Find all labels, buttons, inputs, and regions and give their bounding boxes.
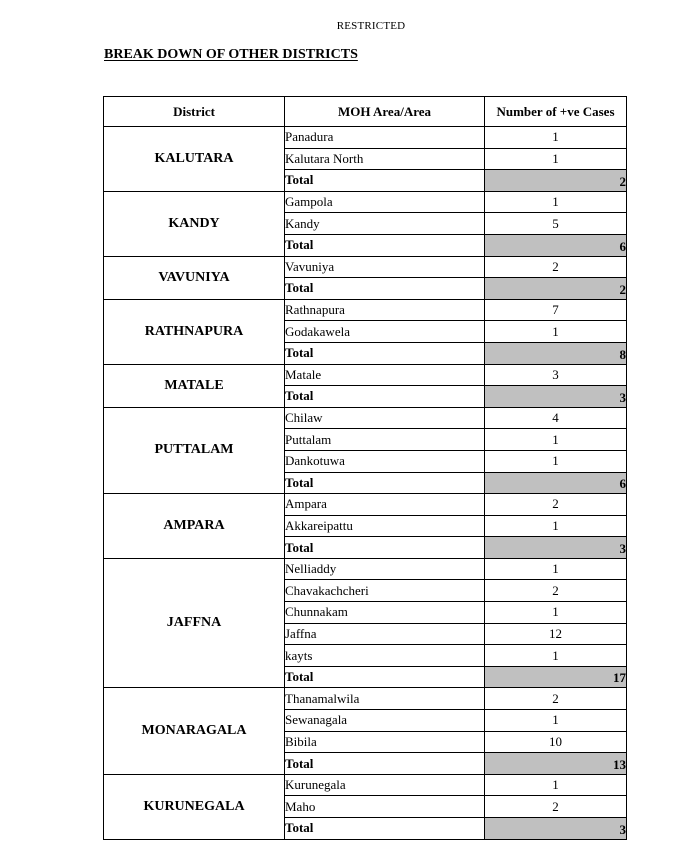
case-count: 1: [485, 774, 627, 796]
total-label: Total: [285, 472, 485, 494]
total-label: Total: [285, 386, 485, 408]
total-label: Total: [285, 666, 485, 688]
moh-area-name: Vavuniya: [285, 256, 485, 278]
classification-label: RESTRICTED: [336, 20, 406, 32]
case-count: 2: [485, 580, 627, 602]
case-count: 2: [485, 796, 627, 818]
table-row: [104, 558, 627, 580]
case-count: 4: [485, 407, 627, 429]
moh-area-name: Matale: [285, 364, 485, 386]
table-header: [104, 97, 627, 127]
case-count: 7: [485, 299, 627, 321]
total-value: 3: [485, 818, 627, 840]
moh-area-name: Chilaw: [285, 407, 485, 429]
moh-area-name: Jaffna: [285, 623, 485, 645]
case-count: 1: [485, 321, 627, 343]
moh-area-name: Thanamalwila: [285, 688, 485, 710]
total-label: Total: [285, 342, 485, 364]
moh-area-name: Godakawela: [285, 321, 485, 343]
case-count: 1: [485, 191, 627, 213]
total-value: 3: [485, 386, 627, 408]
moh-area-name: Dankotuwa: [285, 450, 485, 472]
district-breakdown-table: [103, 96, 627, 840]
total-label: Total: [285, 234, 485, 256]
case-count: 10: [485, 731, 627, 753]
case-count: 2: [485, 688, 627, 710]
case-count: 2: [485, 256, 627, 278]
district-name: RATHNAPURA: [104, 299, 285, 364]
case-count: 1: [485, 450, 627, 472]
district-name: VAVUNIYA: [104, 256, 285, 299]
table-row: [104, 364, 627, 386]
total-value: 8: [485, 342, 627, 364]
district-name: KANDY: [104, 191, 285, 256]
moh-area-name: Sewanagala: [285, 710, 485, 732]
case-count: 5: [485, 213, 627, 235]
case-count: 1: [485, 710, 627, 732]
district-name: PUTTALAM: [104, 407, 285, 493]
table-row: [104, 127, 627, 149]
moh-area-name: kayts: [285, 645, 485, 667]
case-count: 1: [485, 645, 627, 667]
header-moh-area: MOH Area/Area: [285, 97, 485, 127]
moh-area-name: Ampara: [285, 494, 485, 516]
total-label: Total: [285, 537, 485, 559]
total-value: 3: [485, 537, 627, 559]
case-count: 1: [485, 515, 627, 537]
header-row: [104, 97, 627, 127]
moh-area-name: Puttalam: [285, 429, 485, 451]
table-row: [104, 191, 627, 213]
total-label: Total: [285, 278, 485, 300]
table-row: [104, 299, 627, 321]
district-name: MONARAGALA: [104, 688, 285, 774]
moh-area-name: Rathnapura: [285, 299, 485, 321]
header-district: District: [104, 97, 285, 127]
total-value: 6: [485, 472, 627, 494]
district-name: JAFFNA: [104, 558, 285, 688]
district-name: KALUTARA: [104, 127, 285, 192]
total-value: 13: [485, 753, 627, 775]
total-value: 6: [485, 234, 627, 256]
table-row: [104, 494, 627, 516]
page-heading: BREAK DOWN OF OTHER DISTRICTS: [104, 47, 358, 62]
total-label: Total: [285, 753, 485, 775]
case-count: 3: [485, 364, 627, 386]
moh-area-name: Chunnakam: [285, 602, 485, 624]
case-count: 2: [485, 494, 627, 516]
total-label: Total: [285, 818, 485, 840]
header-case-count: Number of +ve Cases: [485, 97, 627, 127]
total-value: 2: [485, 278, 627, 300]
case-count: 1: [485, 558, 627, 580]
moh-area-name: Bibila: [285, 731, 485, 753]
moh-area-name: Maho: [285, 796, 485, 818]
moh-area-name: Gampola: [285, 191, 485, 213]
case-count: 1: [485, 148, 627, 170]
case-count: 1: [485, 127, 627, 149]
moh-area-name: Chavakachcheri: [285, 580, 485, 602]
case-count: 1: [485, 429, 627, 451]
case-count: 1: [485, 602, 627, 624]
moh-area-name: Kurunegala: [285, 774, 485, 796]
total-value: 17: [485, 666, 627, 688]
moh-area-name: Kandy: [285, 213, 485, 235]
table-row: [104, 774, 627, 796]
total-value: 2: [485, 170, 627, 192]
district-name: AMPARA: [104, 494, 285, 559]
table-row: [104, 407, 627, 429]
moh-area-name: Nelliaddy: [285, 558, 485, 580]
moh-area-name: Kalutara North: [285, 148, 485, 170]
table-row: [104, 256, 627, 278]
table-body: [104, 127, 627, 840]
moh-area-name: Panadura: [285, 127, 485, 149]
case-count: 12: [485, 623, 627, 645]
moh-area-name: Akkareipattu: [285, 515, 485, 537]
district-name: KURUNEGALA: [104, 774, 285, 839]
total-label: Total: [285, 170, 485, 192]
table-row: [104, 688, 627, 710]
district-name: MATALE: [104, 364, 285, 407]
